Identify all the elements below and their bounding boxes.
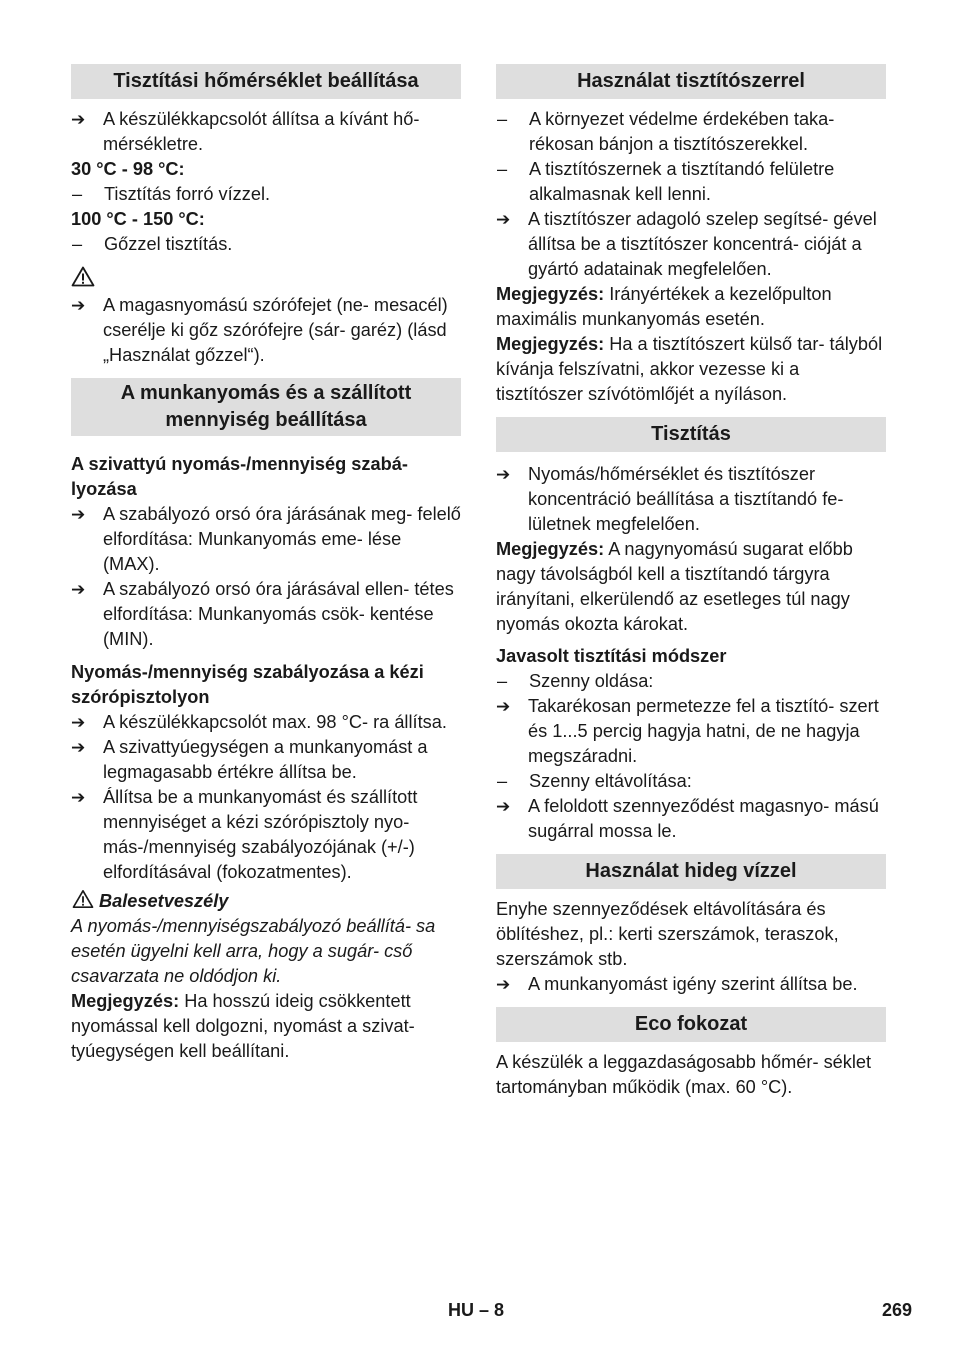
arrow-icon: ➔	[496, 697, 511, 716]
subheading-gun-regulation: Nyomás-/mennyiség szabályozása a kézi szórópisztolyon	[71, 662, 424, 707]
warning-icon	[71, 889, 95, 909]
step: ➔ A szivattyúegységen a munkanyomást a legmagasabb értékre állítsa be.	[71, 735, 461, 785]
heading-pressure-quantity: A munkanyomás és a szállított mennyiség beállítása	[71, 378, 461, 436]
step: ➔ A szabályozó orsó óra járásával ellen- tétes elfordítása: Munkanyomás csök- kentése (MIN).	[71, 577, 461, 652]
heading-cleaning-temperature: Tisztítási hőmérséklet beállítása	[71, 64, 461, 99]
arrow-icon: ➔	[496, 465, 511, 484]
dash-icon: –	[497, 771, 508, 791]
note-label: Megjegyzés:	[496, 334, 605, 354]
dash-icon: –	[497, 109, 508, 129]
arrow-icon: ➔	[71, 110, 86, 129]
subheading-recommended-method: Javasolt tisztítási módszer	[496, 646, 727, 666]
list-item: – Szenny eltávolítása:	[496, 769, 886, 794]
paragraph: Enyhe szennyeződések eltávolítására és öblítéshez, pl.: kerti szerszámok, teraszok, szerszámok stb.	[496, 899, 839, 969]
step: ➔ Takarékosan permetezze fel a tisztító- szert és 1...5 percig hagyja hatni, de ne hagyja megszáradni.	[496, 694, 886, 769]
step: ➔ A szabályozó orsó óra járásának meg- felelő elfordítása: Munkanyomás eme- lése (MAX).	[71, 502, 461, 577]
page-number: 269	[881, 1300, 912, 1320]
step: ➔ A tisztítószer adagoló szelep segítsé- gével állítsa be a tisztítószer koncentrá- cióját a gyártó adatainak megfelelően.	[496, 207, 886, 282]
danger-text: A nyomás-/mennyiségszabályozó beállítá- sa esetén ügyelni kell arra, hogy a sugár- cső csavarzata ne oldódjon ki.	[71, 916, 436, 986]
subheading-pump-regulation: A szivattyú nyomás-/mennyiség szabá- lyozása	[71, 454, 408, 499]
heading-cold-water: Használat hideg vízzel	[496, 854, 886, 889]
step: ➔ Nyomás/hőmérséklet és tisztítószer koncentráció beállítása a tisztítandó fe- lületnek megfelelően.	[496, 462, 886, 537]
list-item: – Szenny oldása:	[496, 669, 886, 694]
range-label: 100 °C - 150 °C:	[71, 209, 205, 229]
arrow-icon: ➔	[496, 975, 511, 994]
danger-heading	[71, 889, 461, 914]
arrow-icon: ➔	[71, 788, 86, 807]
arrow-icon: ➔	[71, 296, 86, 315]
step: ➔ A munkanyomást igény szerint állítsa be.	[496, 972, 886, 997]
arrow-icon: ➔	[496, 210, 511, 229]
step: ➔ A feloldott szennyeződést magasnyo- mású sugárral mossa le.	[496, 794, 886, 844]
list-item: – A tisztítószernek a tisztítandó felületre alkalmasnak kell lenni.	[496, 157, 886, 207]
note: Megjegyzés: A nagynyomású sugarat előbb nagy távolságból kell a tisztítandó tárgyra irányítani, elkerülendő az esetleges túl nagy nyomás okozta károkat.	[496, 539, 853, 634]
dash-icon: –	[72, 184, 83, 204]
note-label: Megjegyzés:	[496, 539, 605, 559]
dash-icon: –	[497, 671, 508, 691]
list-item: – Gőzzel tisztítás.	[71, 232, 461, 257]
dash-icon: –	[497, 159, 508, 179]
note: Megjegyzés: Ha a tisztítószert külső tar- tályból kívánja felszívatni, akkor vezesse ki a tisztítószer szívótömlőjét a nyíláson.	[496, 334, 883, 404]
step: ➔ A magasnyomású szórófejet (ne- mesacél) cserélje ki gőz szórófejre (sár- garéz) (lásd „Használat gőzzel“).	[71, 293, 461, 368]
heading-cleaning: Tisztítás	[496, 417, 886, 452]
arrow-icon: ➔	[71, 713, 86, 732]
step: ➔ Állítsa be a munkanyomást és szállított mennyiséget a kézi szórópisztoly nyo- más-/mennyiség szabályozójának (+/-) elfordításával (fokozatmentes).	[71, 785, 461, 885]
footer-section: HU – 8	[448, 1300, 505, 1320]
list-item: – Tisztítás forró vízzel.	[71, 182, 461, 207]
danger-label: Balesetveszély	[99, 891, 229, 911]
list-item: – A környezet védelme érdekében taka- rékosan bánjon a tisztítószerekkel.	[496, 107, 886, 157]
step: ➔ A készülékkapcsolót állítsa a kívánt hő- mérsékletre.	[71, 107, 461, 157]
note-label: Megjegyzés:	[496, 284, 605, 304]
left-column	[71, 64, 461, 1064]
arrow-icon: ➔	[496, 797, 511, 816]
right-column	[496, 64, 886, 1100]
dash-icon: –	[72, 234, 83, 254]
heading-detergent-use: Használat tisztítószerrel	[496, 64, 886, 99]
warning-icon	[71, 264, 95, 289]
heading-eco-mode: Eco fokozat	[496, 1007, 886, 1042]
arrow-icon: ➔	[71, 738, 86, 757]
range-label: 30 °C - 98 °C:	[71, 159, 185, 179]
step: ➔ A készülékkapcsolót max. 98 °C- ra állítsa.	[71, 710, 461, 735]
note: Megjegyzés: Ha hosszú ideig csökkentett nyomással kell dolgozni, nyomást a szivat- tyúegységen kell beállítani.	[71, 991, 415, 1061]
note: Megjegyzés: Irányértékek a kezelőpulton maximális munkanyomás esetén.	[496, 284, 832, 329]
note-label: Megjegyzés:	[71, 991, 180, 1011]
arrow-icon: ➔	[71, 580, 86, 599]
paragraph: A készülék a leggazdaságosabb hőmér- séklet tartományban működik (max. 60 °C).	[496, 1052, 872, 1097]
arrow-icon: ➔	[71, 505, 86, 524]
